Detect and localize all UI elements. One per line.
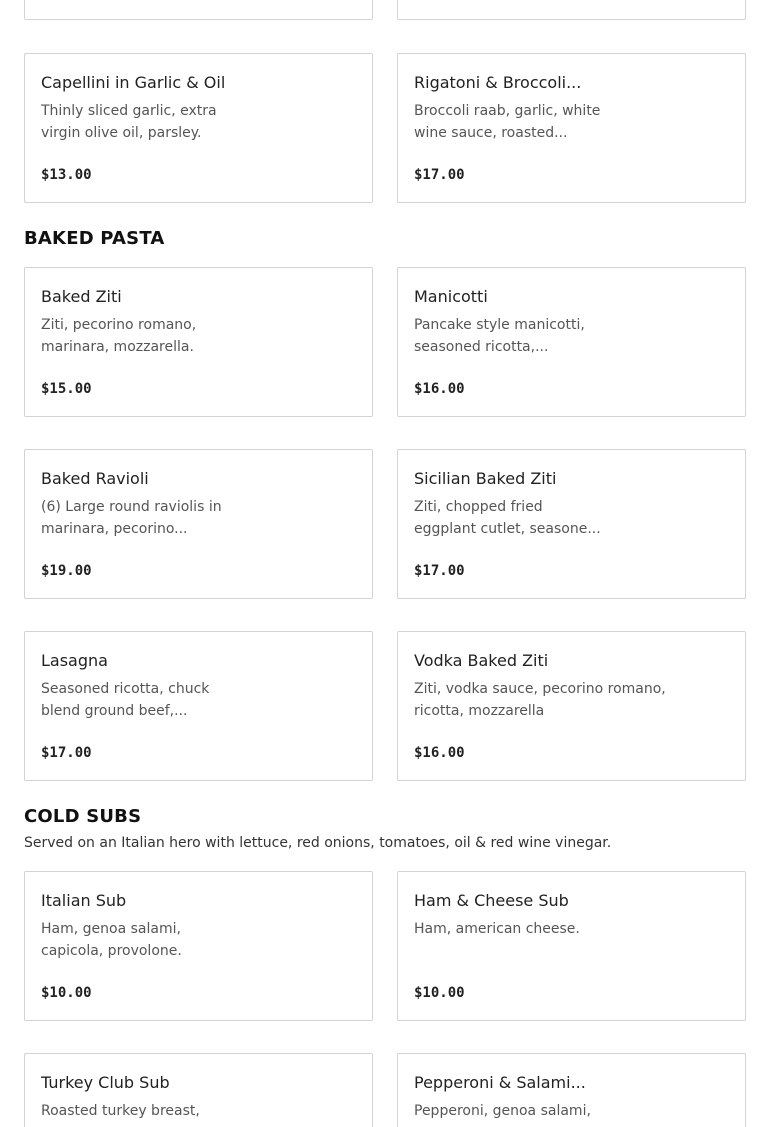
menu-item-card[interactable] <box>397 0 746 20</box>
item-description: Seasoned ricotta, chuck blend ground beef,... <box>41 681 210 719</box>
section-subtitle: Served on an Italian hero with lettuce, red onions, tomatoes, oil & red wine vinegar. <box>24 835 612 851</box>
item-price: $17.00 <box>414 563 465 579</box>
menu-item-card[interactable] <box>397 631 746 781</box>
item-price: $13.00 <box>41 167 92 183</box>
item-price: $10.00 <box>41 985 92 1001</box>
menu-item-card[interactable] <box>397 871 746 1021</box>
baked-pasta-grid <box>24 267 746 781</box>
item-price: $17.00 <box>41 745 92 761</box>
item-name: Turkey Club Sub <box>41 1073 170 1092</box>
menu-item-card[interactable] <box>24 449 373 599</box>
menu-item-card[interactable] <box>24 53 373 203</box>
menu-item-card[interactable] <box>397 1053 746 1127</box>
item-description: Ham, genoa salami, capicola, provolone. <box>41 921 182 959</box>
item-name: Pepperoni & Salami... <box>414 1073 586 1092</box>
item-price: $15.00 <box>41 381 92 397</box>
menu-item-card[interactable] <box>397 449 746 599</box>
item-price: $17.00 <box>414 167 465 183</box>
item-description: (6) Large round raviolis in marinara, pecorino... <box>41 499 222 537</box>
menu-item-card[interactable] <box>24 631 373 781</box>
item-description: Roasted turkey breast, <box>41 1103 200 1119</box>
menu-item-card[interactable] <box>397 53 746 203</box>
cold-subs-grid <box>24 871 746 1127</box>
section-title-baked-pasta: BAKED PASTA <box>24 228 165 249</box>
item-description: Broccoli raab, garlic, white wine sauce, roasted... <box>414 103 601 141</box>
menu-item-card[interactable] <box>397 267 746 417</box>
section-title-cold-subs: COLD SUBS <box>24 806 142 827</box>
item-name: Capellini in Garlic & Oil <box>41 73 226 92</box>
item-name: Ham & Cheese Sub <box>414 891 569 910</box>
item-description: Ziti, chopped fried eggplant cutlet, seasone... <box>414 499 601 537</box>
menu-item-card[interactable] <box>24 1053 373 1127</box>
item-name: Manicotti <box>414 287 488 306</box>
item-description: Ziti, pecorino romano, marinara, mozzarella. <box>41 317 197 355</box>
item-name: Lasagna <box>41 651 108 670</box>
menu-item-card[interactable] <box>24 267 373 417</box>
item-description: Pepperoni, genoa salami, <box>414 1103 591 1119</box>
item-price: $19.00 <box>41 563 92 579</box>
item-price: $16.00 <box>414 381 465 397</box>
item-name: Italian Sub <box>41 891 127 910</box>
menu-item-card[interactable] <box>24 871 373 1021</box>
item-name: Rigatoni & Broccoli... <box>414 73 582 92</box>
item-name: Baked Ziti <box>41 287 122 306</box>
item-description: Thinly sliced garlic, extra virgin olive oil, parsley. <box>41 103 217 141</box>
item-name: Baked Ravioli <box>41 469 149 488</box>
item-description: Ziti, vodka sauce, pecorino romano, ricotta, mozzarella <box>414 681 666 719</box>
pasta-items-grid <box>24 53 746 203</box>
item-description: Ham, american cheese. <box>414 921 580 937</box>
item-name: Vodka Baked Ziti <box>414 651 549 670</box>
menu-item-card[interactable] <box>24 0 373 20</box>
item-price: $16.00 <box>414 745 465 761</box>
item-price: $10.00 <box>414 985 465 1001</box>
previous-menu-items <box>24 0 746 20</box>
item-description: Pancake style manicotti, seasoned ricotta,... <box>414 317 585 355</box>
item-name: Sicilian Baked Ziti <box>414 469 557 488</box>
